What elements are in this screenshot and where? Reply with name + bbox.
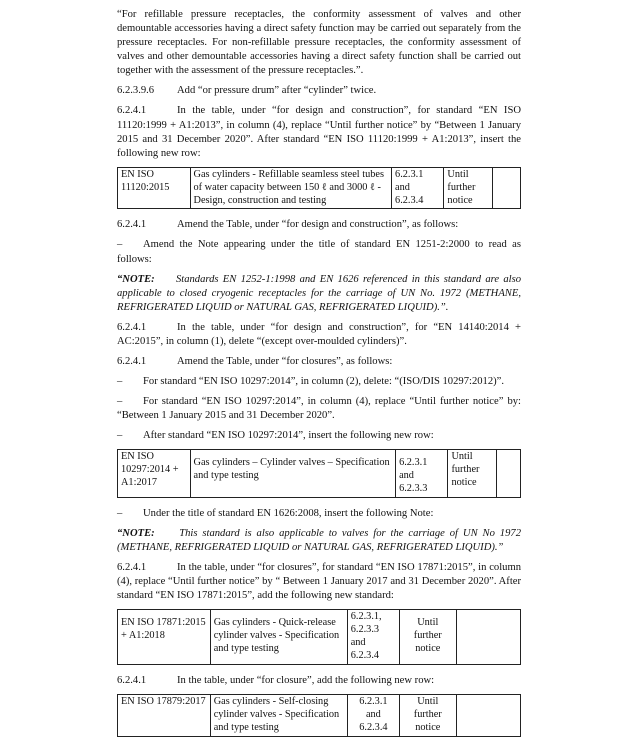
dash-item-replace [117, 395, 521, 423]
standard-reference: EN ISO 10297:2014 + A1:2017 [118, 450, 191, 498]
document-page [117, 8, 521, 737]
applicable-requirements: 6.2.3.1 and 6.2.3.4 [392, 167, 444, 209]
dash-item-insert-row [117, 429, 521, 443]
amendment-text: Add “or pressure drum” after “cylinder” twice. [177, 85, 377, 97]
empty-cell [456, 610, 521, 664]
dash-item-text: For standard “EN ISO 10297:2014”, in column (4), replace “Until further notice” by: “Between 1 January 2015 and 31 December 2020”. [117, 396, 521, 422]
section-number: 6.2.4.1 [117, 562, 147, 574]
dash-item-text: Amend the Note appearing under the title of standard EN 1251-2:2000 to read as follows: [117, 239, 521, 265]
new-row-table-2 [117, 449, 521, 498]
table-row [118, 694, 521, 736]
dash-marker: – [117, 507, 123, 519]
amendment-6-2-4-1-a [117, 104, 521, 160]
applicability-period: Until further notice [444, 167, 492, 209]
dash-item-note-amend [117, 238, 521, 266]
note-en1626 [117, 527, 521, 555]
note-label: “NOTE: [117, 528, 155, 540]
dash-item-delete [117, 375, 521, 389]
applicable-requirements: 6.2.3.1 and 6.2.3.4 [347, 694, 399, 736]
empty-cell [492, 167, 520, 209]
amendment-6-2-4-1-d [117, 355, 521, 369]
applicability-period: Until further notice [400, 694, 456, 736]
standard-reference: EN ISO 11120:2015 [118, 167, 191, 209]
standard-title: Gas cylinders - Self-closing cylinder valves - Specification and type testing [210, 694, 347, 736]
note-label: “NOTE: [117, 273, 155, 285]
amendment-text: In the table, under “for closure”, add the following new row: [177, 674, 435, 686]
dash-marker: – [117, 430, 123, 442]
amendment-6-2-4-1-c [117, 321, 521, 349]
section-number: 6.2.3.9.6 [117, 85, 155, 97]
section-number: 6.2.4.1 [117, 355, 147, 367]
amendment-6-2-4-1-f [117, 674, 521, 688]
amendment-6-2-4-1-b [117, 218, 521, 232]
dash-item-text: Under the title of standard EN 1626:2008, insert the following Note: [143, 507, 434, 519]
table-row [118, 610, 521, 664]
amendment-text: Amend the Table, under “for closures”, as follows: [177, 355, 393, 367]
empty-cell [496, 450, 520, 498]
quoted-paragraph: “For refillable pressure receptacles, the conformity assessment of valves and other demountable accessories having a direct safety function may be carried out separately from the pressure receptacles. For non-refillable pressure receptacles, the conformity assessment of valves and other demountable accessories having a direct safety function shall be carried out together with the assessment of the pressure receptacles.”. [117, 9, 521, 77]
applicability-period: Until further notice [448, 450, 496, 498]
table-row [118, 450, 521, 498]
note-en1251 [117, 273, 521, 315]
section-number: 6.2.4.1 [117, 321, 147, 333]
standard-reference: EN ISO 17879:2017 [118, 694, 211, 736]
dash-item-text: For standard “EN ISO 10297:2014”, in column (2), delete: “(ISO/DIS 10297:2012)”. [143, 376, 505, 388]
new-row-table-1 [117, 167, 521, 210]
applicable-requirements: 6.2.3.1, 6.2.3.3 and 6.2.3.4 [347, 610, 399, 664]
amendment-text: In the table, under “for closures”, for standard “EN ISO 17871:2015”, in column (4), replace “Until further notice” by “ Between 1 January 2017 and 31 December 2020”. After standard “EN ISO 17871:2015”, add the following new standard: [117, 562, 521, 602]
note-text: Standards EN 1252-1:1998 and EN 1626 referenced in this standard are also applicable to closed cryogenic receptacles for the carriage of UN No. 1972 (METHANE, REFRIGERATED LIQUID or NATURAL GAS, REFRIGERATED LIQUID).”. [117, 273, 521, 313]
dash-marker: – [117, 396, 123, 408]
note-text: This standard is also applicable to valves for the carriage of UN No 1972 (METHANE, REFRIGERATED LIQUID or NATURAL GAS, REFRIGERATED LIQUID).” [117, 528, 521, 554]
amendment-6-2-4-1-e [117, 561, 521, 603]
empty-cell [456, 694, 521, 736]
dash-marker: – [117, 239, 123, 251]
new-row-table-4 [117, 694, 521, 737]
dash-marker: – [117, 376, 123, 388]
section-number: 6.2.4.1 [117, 219, 147, 231]
dash-item-insert-note [117, 507, 521, 521]
applicability-period: Until further notice [400, 610, 456, 664]
new-row-table-3 [117, 609, 521, 664]
dash-item-text: After standard “EN ISO 10297:2014”, insert the following new row: [143, 430, 434, 442]
table-row [118, 167, 521, 209]
standard-title: Gas cylinders - Quick-release cylinder valves - Specification and type testing [210, 610, 347, 664]
section-number: 6.2.4.1 [117, 105, 147, 117]
amendment-text: In the table, under “for design and construction”, for “EN 14140:2014 + AC:2015”, in column (1), delete “(except over-moulded cylinders)”. [117, 321, 521, 347]
amendment-6-2-3-9-6 [117, 84, 521, 98]
section-number: 6.2.4.1 [117, 674, 147, 686]
standard-title: Gas cylinders – Cylinder valves – Specification and type testing [190, 450, 396, 498]
amendment-text: Amend the Table, under “for design and construction”, as follows: [177, 219, 459, 231]
amendment-text: In the table, under “for design and construction”, for standard “EN ISO 11120:1999 + A1:2013”, in column (4), replace “Until further notice” by “Between 1 January 2015 and 31 December 2020”. After standard “EN ISO 11120:1999 + A1:2013”, insert the following new row: [117, 105, 521, 159]
applicable-requirements: 6.2.3.1 and 6.2.3.3 [396, 450, 448, 498]
standard-reference: EN ISO 17871:2015 + A1:2018 [118, 610, 211, 664]
standard-title: Gas cylinders - Refillable seamless steel tubes of water capacity between 150 ℓ and 3000 ℓ - Design, construction and testing [190, 167, 392, 209]
